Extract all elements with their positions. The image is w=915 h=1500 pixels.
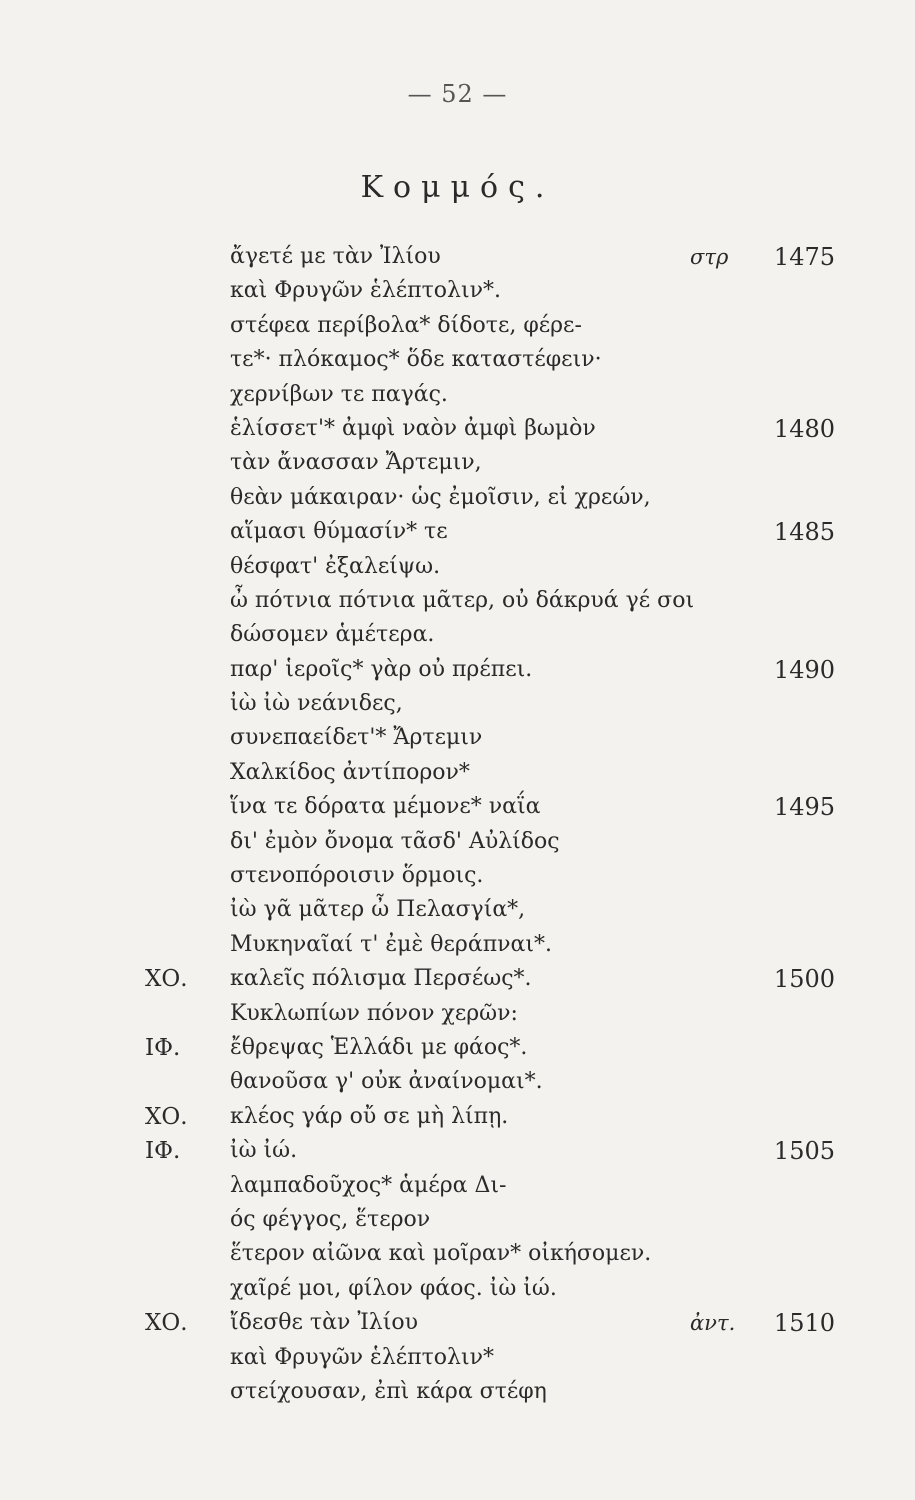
- verse-text: ἔθρεψας Ἑλλάδι με φάος*.: [230, 1034, 528, 1060]
- verse-text: καὶ Φρυγῶν ἑλέπτολιν*.: [230, 278, 501, 304]
- verse-line: [0, 687, 915, 721]
- verse-line: [0, 997, 915, 1031]
- verse-line: [0, 446, 915, 480]
- verse-text: καλεῖς πόλισμα Περσέως*.: [230, 966, 532, 992]
- verse-text: συνεπαείδετ'* Ἄρτεμιν: [230, 725, 483, 751]
- verse-text: κλέος γάρ οὔ σε μὴ λίπῃ.: [230, 1103, 509, 1129]
- verse-text: Μυκηναῖαί τ' ἐμὲ θεράπναι*.: [230, 931, 553, 957]
- verse-line: [0, 584, 915, 618]
- verse-text: ός φέγγος, ἕτερον: [230, 1206, 431, 1232]
- verse-text: τε*· πλόκαμος* ὅδε καταστέφειν·: [230, 347, 602, 373]
- verse-line: [0, 962, 915, 996]
- verse-line: [0, 1031, 915, 1065]
- verse-text: χαῖρέ μοι, φίλον φάος. ἰὼ ἰώ.: [230, 1275, 557, 1301]
- verse-line: [0, 1375, 915, 1409]
- line-number: 1510: [773, 1309, 835, 1338]
- verse-line: [0, 756, 915, 790]
- line-number: 1485: [773, 518, 835, 547]
- speaker-label: ΙΦ.: [145, 1138, 181, 1165]
- verse-text: χερνίβων τε παγάς.: [230, 381, 448, 407]
- verse-line: [0, 343, 915, 377]
- verse-line: [0, 928, 915, 962]
- verse-line: [0, 1341, 915, 1375]
- verse-line: [0, 309, 915, 343]
- verse-line: [0, 1100, 915, 1134]
- strophe-marker: ἀντ.: [690, 1311, 736, 1336]
- verse-text: ἄγετέ με τὰν Ἰλίου: [230, 244, 441, 269]
- verse-text: ὦ πότνια πότνια μᾶτερ, οὐ δάκρυά γέ σοι: [230, 587, 695, 613]
- verse-text: στενοπόροισιν ὅρμοις.: [230, 863, 484, 889]
- verse-line: [0, 1134, 915, 1168]
- verse-line: [0, 274, 915, 308]
- line-number: 1490: [773, 655, 835, 684]
- speaker-label: ΧΟ.: [145, 1310, 188, 1337]
- verse-text: αἵμασι θύμασίν* τε: [230, 519, 448, 545]
- verse-line: [0, 412, 915, 446]
- verse-text: δώσομεν ἁμέτερα.: [230, 622, 435, 648]
- verse-text: στείχουσαν, ἐπὶ κάρα στέφη: [230, 1378, 547, 1404]
- verse-line: [0, 859, 915, 893]
- line-number: 1500: [773, 965, 835, 994]
- verse-text: ἴδεσθε τὰν Ἰλίου: [230, 1310, 418, 1336]
- verse-line: [0, 1306, 915, 1340]
- line-number: 1475: [773, 243, 835, 271]
- verse-text: θανοῦσα γ' οὐκ ἀναίνομαι*.: [230, 1069, 543, 1095]
- verse-text: λαμπαδοῦχος* ἁμέρα Δι-: [230, 1172, 507, 1198]
- verse-line: [0, 550, 915, 584]
- verse-line: [0, 653, 915, 687]
- line-number: 1495: [773, 793, 835, 822]
- section-heading: Κομμός.: [360, 170, 555, 205]
- verse-text: θέσφατ' ἐξαλείψω.: [230, 553, 441, 579]
- verse-text: δι' ἐμὸν ὄνομα τᾶσδ' Αὐλίδος: [230, 828, 560, 854]
- verse-line: [0, 378, 915, 412]
- verse-text: ἰὼ γᾶ μᾶτερ ὦ Πελασγία*,: [230, 897, 526, 923]
- verse-line: [0, 893, 915, 927]
- strophe-marker: στρ: [690, 245, 729, 269]
- verse-text: ἑλίσσετ'* ἀμφὶ ναὸν ἀμφὶ βωμὸν: [230, 415, 596, 441]
- verse-line: [0, 1169, 915, 1203]
- verse-text: θεὰν μάκαιραν· ὡς ἐμοῖσιν, εἰ χρεών,: [230, 484, 651, 510]
- speaker-label: ΧΟ.: [145, 966, 188, 993]
- verse-line: [0, 790, 915, 824]
- speaker-label: ΧΟ.: [145, 1103, 188, 1130]
- verse-text: Κυκλωπίων πόνον χερῶν:: [230, 1000, 518, 1026]
- line-number: 1505: [773, 1137, 835, 1166]
- verse-line: [0, 1272, 915, 1306]
- verse-line: [0, 1065, 915, 1099]
- verse-line: [0, 721, 915, 755]
- verse-text: ἰὼ ἰώ.: [230, 1138, 298, 1164]
- verse-text: ἕτερον αἰῶνα καὶ μοῖραν* οἰκήσομεν.: [230, 1241, 652, 1267]
- verse-text: ἵνα τε δόρατα μέμονε* ναΐα: [230, 794, 541, 820]
- verse-line: [0, 825, 915, 859]
- verse-line: [0, 515, 915, 549]
- speaker-label: ΙΦ.: [145, 1034, 181, 1061]
- verse-text: παρ' ἱεροῖς* γὰρ οὐ πρέπει.: [230, 656, 533, 682]
- verse-text: τὰν ἄνασσαν Ἄρτεμιν,: [230, 450, 482, 476]
- verse-line: [0, 240, 915, 274]
- verse-line: [0, 1237, 915, 1271]
- verse-text: ἰὼ ἰὼ νεάνιδες,: [230, 691, 403, 717]
- page-number: — 52 —: [407, 80, 508, 108]
- verse-line: [0, 618, 915, 652]
- verse-line: [0, 481, 915, 515]
- verse-text: στέφεα περίβολα* δίδοτε, φέρε-: [230, 312, 582, 338]
- verse-line: [0, 1203, 915, 1237]
- line-number: 1480: [773, 414, 835, 443]
- verse-text: καὶ Φρυγῶν ἑλέπτολιν*: [230, 1344, 494, 1370]
- verse-text: Χαλκίδος ἀντίπορον*: [230, 759, 470, 785]
- verse-block: [0, 240, 915, 1409]
